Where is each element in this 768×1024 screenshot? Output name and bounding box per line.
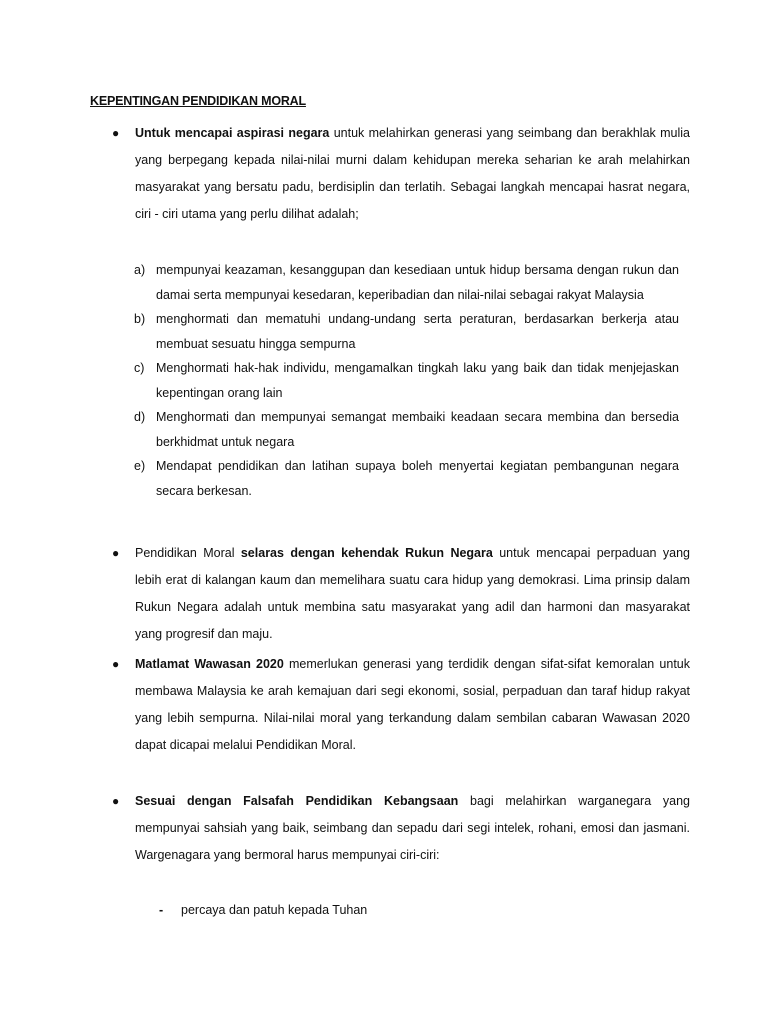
- bullet-icon: ●: [112, 546, 120, 560]
- list-item-text: Mendapat pendidikan dan latihan supaya boleh menyertai kegiatan pembangunan negara secara berkesan.: [156, 459, 679, 498]
- bullet-paragraph: [90, 120, 690, 228]
- list-item: [134, 258, 679, 307]
- list-item-text: Menghormati dan mempunyai semangat membaiki keadaan secara membina dan bersedia berkhidmat untuk negara: [156, 410, 679, 449]
- bold-heading: Matlamat Wawasan 2020: [135, 657, 284, 671]
- list-item: [134, 405, 679, 454]
- section-falsafah-pendidikan: [90, 788, 690, 869]
- list-item: [134, 356, 679, 405]
- bold-heading: selaras dengan kehendak Rukun Negara: [240, 546, 493, 560]
- bold-heading: Untuk mencapai aspirasi negara: [135, 126, 330, 140]
- bullet-paragraph: [90, 651, 690, 759]
- list-item-text: Menghormati hak-hak individu, mengamalkan tingkah laku yang baik dan tidak menjejaskan kepentingan orang lain: [156, 361, 679, 400]
- list-item-text: mempunyai keazaman, kesanggupan dan kesediaan untuk hidup bersama dengan rukun dan damai serta mempunyai kesedaran, keperibadian dan nilai-nilai sebagai rakyat Malaysia: [156, 263, 679, 302]
- section-rukun-negara: [90, 540, 690, 648]
- paragraph-text: bagi melahirkan warganegara yang mempunyai sahsiah yang baik, seimbang dan sepadu dari segi intelek, rohani, emosi dan jasmani. Wargenagara yang bermoral harus mempunyai ciri-ciri:: [135, 794, 690, 862]
- paragraph-text: untuk mencapai perpaduan yang lebih erat di kalangan kaum dan memelihara suatu cara hidup yang demokrasi. Lima prinsip dalam Rukun Negara adalah untuk membina satu masyarakat yang adil dan harmoni dan masyarakat yang progresif dan maju.: [135, 546, 690, 641]
- section-aspirasi-negara: [90, 120, 690, 228]
- list-letter: b): [134, 312, 146, 326]
- bullet-paragraph: [90, 788, 690, 869]
- list-letter: d): [134, 410, 146, 424]
- dash-bullet-icon: -: [159, 903, 164, 917]
- paragraph-text: memerlukan generasi yang terdidik dengan sifat-sifat kemoralan untuk membawa Malaysia ke arah kemajuan dari segi ekonomi, sosial, perpaduan dan taraf hidup rakyat yang lebih sempurna. Nilai-nilai moral yang terkandung dalam sembilan cabaran Wawasan 2020 dapat dicapai melalui Pendidikan Moral.: [135, 657, 691, 752]
- list-item-text: menghormati dan mematuhi undang-undang serta peraturan, berdasarkan berkerja atau membuat sesuatu hingga sempurna: [156, 312, 679, 351]
- criteria-list: [134, 258, 679, 503]
- dash-item-text: percaya dan patuh kepada Tuhan: [181, 903, 368, 917]
- list-letter: c): [134, 361, 145, 375]
- bullet-icon: ●: [112, 794, 120, 808]
- bullet-icon: ●: [112, 126, 120, 140]
- paragraph-text: untuk melahirkan generasi yang seimbang dan berakhlak mulia yang berpegang kepada nilai-nilai murni dalam kehidupan mereka seharian ke arah melahirkan masyarakat yang bersatu padu, berdisiplin dan terlatih. Sebagai langkah mencapai hasrat negara, ciri - ciri utama yang perlu dilihat adalah;: [135, 126, 690, 221]
- paragraph-lead: Pendidikan Moral: [135, 546, 241, 560]
- list-item: [134, 307, 679, 356]
- section-wawasan-2020: [90, 651, 690, 759]
- bold-heading: Sesuai dengan Falsafah Pendidikan Kebangsaan: [135, 794, 459, 808]
- list-letter: a): [134, 263, 146, 277]
- bullet-paragraph: [90, 540, 690, 648]
- bullet-icon: ●: [112, 657, 120, 671]
- page-title: KEPENTINGAN PENDIDIKAN MORAL: [90, 94, 306, 108]
- list-letter: e): [134, 459, 146, 473]
- list-item: [134, 454, 679, 503]
